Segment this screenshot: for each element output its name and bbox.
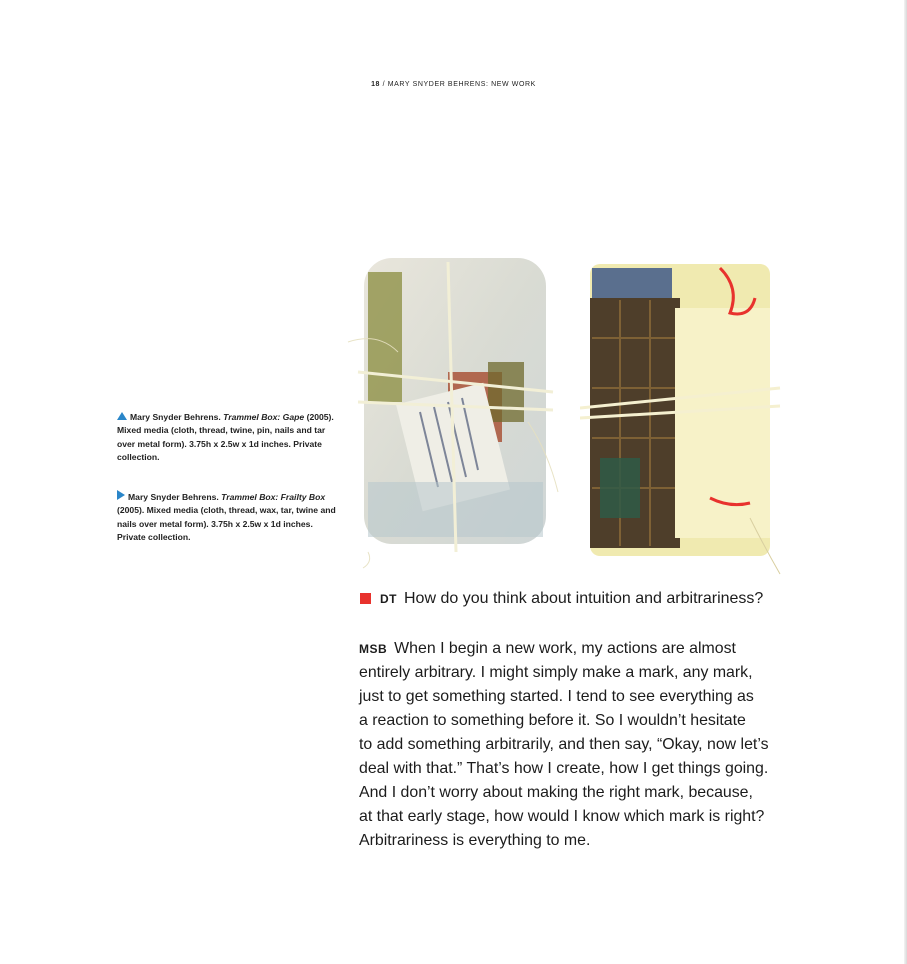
trammel-box-gape-image <box>338 252 568 570</box>
trammel-box-frailty-image <box>580 258 790 576</box>
running-title: MARY SNYDER BEHRENS: NEW WORK <box>387 81 536 88</box>
red-square-icon <box>360 593 371 604</box>
interview-answer <box>359 637 799 853</box>
answer-line: just to get something started. I tend to see everything as <box>359 688 754 705</box>
blue-patch <box>592 268 672 298</box>
caption-artist: Mary Snyder Behrens. <box>130 412 221 422</box>
green-patch <box>600 458 640 518</box>
answer-line: entirely arbitrary. I might simply make a mark, any mark, <box>359 664 753 681</box>
answer-line: at that early stage, how would I know which mark is right? <box>359 808 765 825</box>
olive-fabric-patch <box>368 272 402 402</box>
caption-artist: Mary Snyder Behrens. <box>128 492 219 502</box>
page-number: 18 <box>371 81 381 88</box>
answer-line: MSB When I begin a new work, my actions are almost <box>359 640 736 657</box>
question-text: How do you think about intuition and arbitrariness? <box>404 590 764 607</box>
running-header <box>0 81 907 88</box>
triangle-up-icon <box>117 412 127 420</box>
answer-line: Arbitrariness is everything to me. <box>359 832 591 849</box>
answer-line: deal with that.” That’s how I create, how I get things going. <box>359 760 769 777</box>
question-speaker: DT <box>380 592 397 606</box>
caption-details: (2005). Mixed media (cloth, thread, twine, pin, nails and tar over metal form). 3.75h x 2.5w x 1d inches. Private collection. <box>117 412 334 462</box>
caption-trammel-box-gape <box>117 411 339 464</box>
caption-title: Trammel Box: Frailty Box <box>221 492 326 502</box>
header-separator: / <box>380 81 388 88</box>
dark-olive-patch <box>488 362 524 422</box>
answer-line: to add something arbitrarily, and then say, “Okay, now let’s <box>359 736 769 753</box>
answer-line: a reaction to something before it. So I wouldn’t hesitate <box>359 712 746 729</box>
answer-speaker: MSB <box>359 642 388 656</box>
caption-title: Trammel Box: Gape <box>223 412 305 422</box>
caption-trammel-box-frailty <box>117 490 339 544</box>
triangle-right-icon <box>117 490 125 500</box>
answer-line: And I don’t worry about making the right mark, because, <box>359 784 753 801</box>
interview-question <box>360 590 763 608</box>
caption-details: (2005). Mixed media (cloth, thread, wax, tar, twine and nails over metal form). 3.75h x 2.5w x 1d inches. Private collection. <box>117 505 336 542</box>
